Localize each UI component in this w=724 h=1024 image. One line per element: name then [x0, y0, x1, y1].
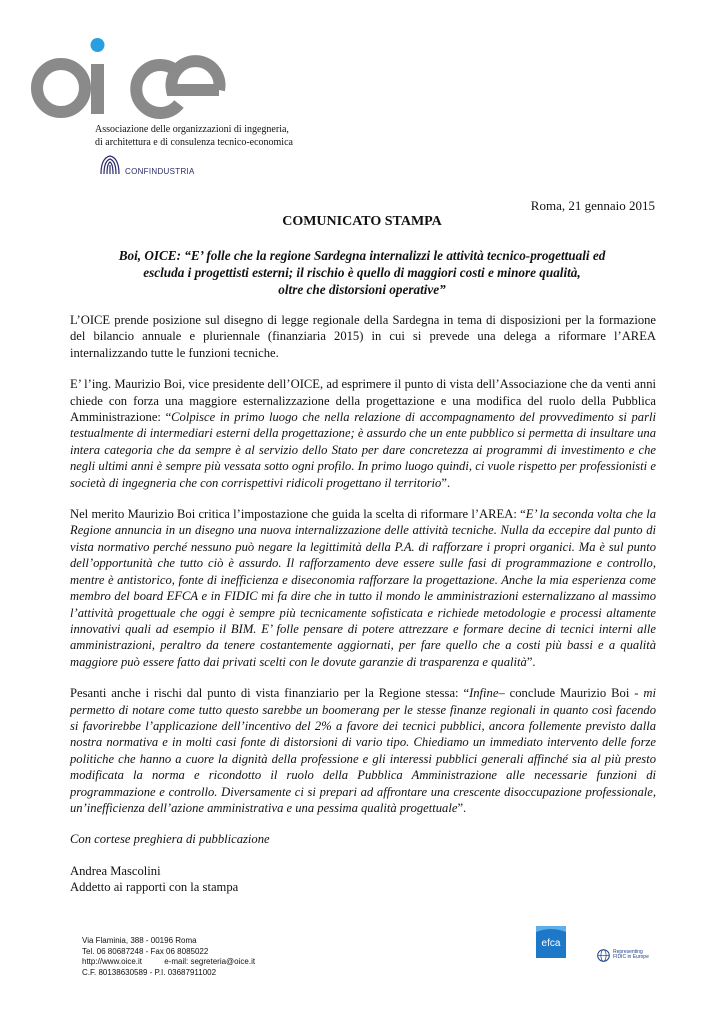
paragraph-4-quote-1: Infine [469, 686, 499, 701]
footer-web-email: http://www.oice.it e-mail: segreteria@oice.it [82, 957, 256, 966]
tagline-line-2: di architettura e di consulenza tecnico-economica [95, 137, 293, 148]
paragraph-1: L’OICE prende posizione sul disegno di legge regionale della Sardegna in tema di disposizioni per la formazione del bilancio annuale e pluriennale (finanziaria 2015) in cui si prevede una delega a riformare l’AREA internalizzando tutte le funzioni tecniche. [70, 313, 656, 360]
tagline-line-1: Associazione delle organizzazioni di ingegneria, [95, 124, 289, 135]
confindustria-mark-icon [99, 154, 121, 176]
press-release-subtitle [70, 247, 654, 298]
fidic-logo [597, 947, 659, 963]
paragraph-4-quote-2: mi permetto di notare come tutto questo sarebbe un boomerang per le stesse finanze regionali in quanto così facendo si favorirebbe l’applicazione dell’incentivo del 2% a favore dei tecnici pubblici, ancora follemente previsto dalla nostra normativa e in molti casi fonte di distorsioni di vario tipo. Chiediamo un immediato intervento delle forze politiche che hanno a cuore la dignità della professione e gli interessi pubblici generali affinché sia al più presto modificata la norma e ricondotto il ruolo della Pubblica Amministrazione alle necessarie funzioni di programmazione e controllo. Diversamente ci si prepari ad affrontare una crescente disoccupazione professionale, un’inefficienza dell’azione amministrativa e una pessima qualità progettuale [70, 686, 656, 815]
subtitle-line-3: oltre che distorsioni operative” [278, 282, 446, 297]
efca-label: efca [541, 938, 561, 949]
fidic-text [613, 950, 649, 961]
logo-text: oice [27, 36, 29, 37]
paragraph-3 [70, 506, 656, 670]
paragraph-3-quote: E’ la seconda volta che la Regione annuncia in un disegno una nuova internalizzazione delle attività tecniche. Nulla da eccepire dal punto di vista normativo perché nessuno può negare la legittimità della P.A. di rafforzare i propri organici. Ma è sul punto dell’opportunità che tutto ciò è assurdo. Il rafforzamento deve essere sulle fasi di programmazione e controllo, mentre è antistorico, fonte di inefficienza e diseconomia rafforzare la progettazione. Anche la mia esperienza come membro del board EFCA e in FIDIC mi fa dire che in tutto il mondo le amministrazioni esternalizzano al massimo l’attività progettuale che oggi è sempre più tecnicamente sofisticata e richiede metodologie e processi altamente innovativi quali ad esempio il BIM. E’ folle pensare di potere attrezzare e formare decine di tecnici interni alle amministrazioni, peraltro da tenere costantemente aggiornati, per fare quello che a costi più bassi e a qualità maggiore può essere fatto dai privati scelti con le dovute garanzie di trasparenza e qualità [70, 507, 656, 669]
paragraph-2 [70, 376, 656, 491]
paragraph-4-intro: Pesanti anche i rischi dal punto di vista finanziario per la Regione stessa: “ [70, 686, 470, 701]
confindustria-logo [99, 154, 195, 176]
footer-fiscal: C.F. 80138630589 - P.I. 03687911002 [82, 967, 217, 977]
footer-phone: Tel. 06 80687248 - Fax 06 8085022 [82, 946, 209, 956]
oice-logo [27, 36, 227, 120]
paragraph-4-mid: – conclude Maurizio Boi - [498, 686, 644, 701]
fidic-line-2: FIDIC in Europe [613, 954, 649, 960]
confindustria-label: CONFINDUSTRIA [125, 167, 195, 176]
efca-logo [536, 926, 566, 958]
fidic-line-1: Representing [613, 948, 643, 955]
paragraph-2-quote: Colpisce in primo luogo che nella relazione di accompagnamento del provvedimento si parli testualmente di intermediari esterni della progettazione; è assurdo che un ente pubblico si permetta di insultare una intera categoria che da sempre è al servizio dello Stato per dare concretezza ai programmi di investimento e che negli ultimi anni è sempre più vessata sotto ogni profilo. In primo luogo quindi, ci vuole rispetto per professionisti e società di ingegneria che con corrispettivi ridicoli progettano il territorio [70, 410, 656, 490]
paragraph-2-intro: E’ l’ing. Maurizio Boi, vice presidente dell’OICE, ad esprimere il punto di vista dell’Associazione che da venti anni chiede con forza una maggiore esternalizzazione della progettazione e una modifica del ruolo della Pubblica Amministrazione: “ [70, 377, 656, 425]
signature-role: Addetto ai rapporti con la stampa [70, 880, 239, 895]
subtitle-line-1: Boi, OICE: “E’ folle che la regione Sardegna internalizzi le attività tecnico-progettuali ed [118, 248, 606, 263]
tagline [95, 123, 293, 149]
page-title: COMUNICATO STAMPA [282, 214, 442, 229]
subtitle-line-2: escluda i progettisti esterni; il rischio è quello di maggiori costi e minore qualità, [143, 265, 581, 280]
paragraph-3-intro: Nel merito Maurizio Boi critica l’impostazione che guida la scelta di riformare l’AREA: “ [70, 507, 526, 522]
date: Roma, 21 gennaio 2015 [530, 198, 655, 213]
footer-contacts [82, 936, 255, 978]
signature-name: Andrea Mascolini [70, 863, 161, 878]
article-body [70, 312, 656, 896]
paragraph-2-end: ”. [441, 475, 451, 490]
globe-icon [597, 949, 610, 962]
paragraph-3-end: ”. [526, 654, 536, 669]
paragraph-4-end: ”. [457, 800, 467, 815]
closing-note: Con cortese preghiera di pubblicazione [70, 832, 270, 847]
footer-address: Via Flaminia, 388 - 00196 Roma [82, 936, 197, 945]
paragraph-4 [70, 685, 656, 816]
